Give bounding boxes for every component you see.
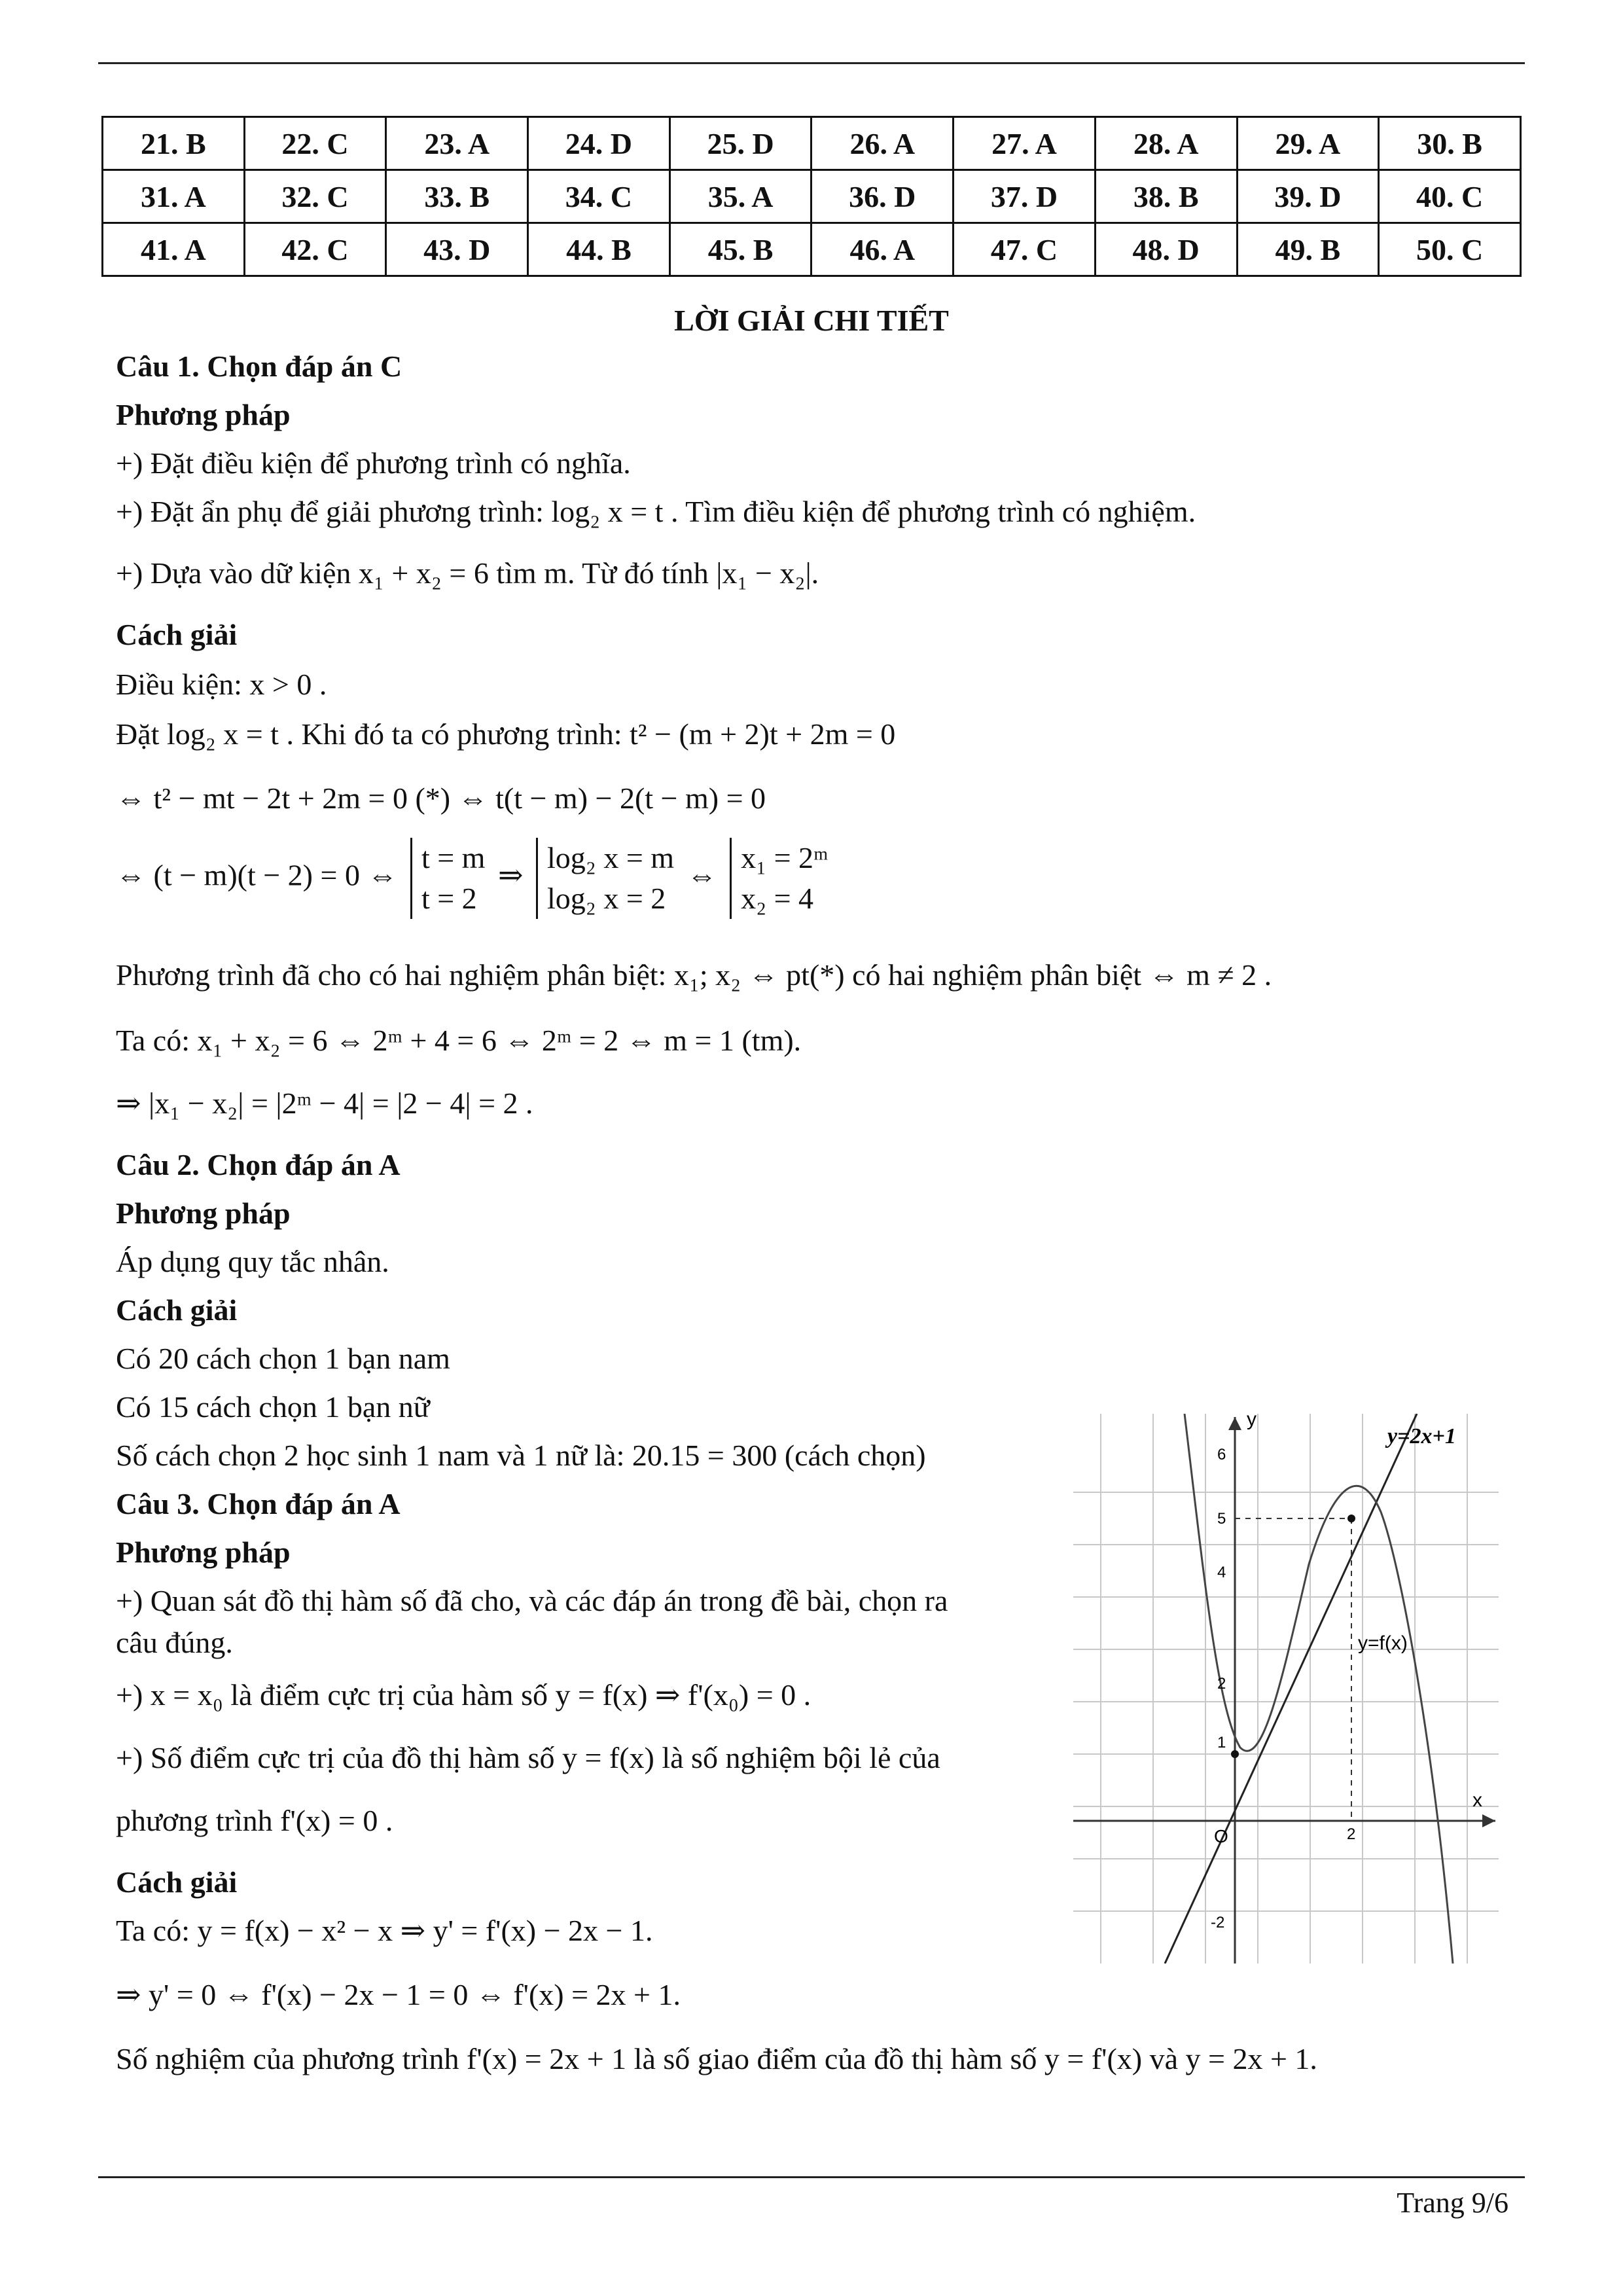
- q2-step-1: Có 20 cách chọn 1 bạn nam: [116, 1342, 450, 1375]
- q1-method-3: +) Dựa vào dữ kiện x₁ + x₂ = 6 tìm m. Từ đó tính |x₁ − x₂|.: [116, 556, 819, 590]
- q1-method-2: +) Đặt ẩn phụ để giải phương trình: log₂ x = t . Tìm điều kiện để phương trình có nghiệm.: [116, 495, 1196, 528]
- y-tick-4: 4: [1217, 1564, 1226, 1581]
- answer-cell: 41. A: [103, 223, 245, 276]
- q3-step-1: Ta có: y = f(x) − x² − x ⇒ y' = f'(x) − 2x − 1.: [116, 1914, 653, 1947]
- function-graph: [1073, 1414, 1499, 1964]
- q1-solution-title: Cách giải: [116, 618, 238, 651]
- q3-method-3a: +) Số điểm cực trị của đồ thị hàm số y = f(x) là số nghiệm bội lẻ của: [116, 1741, 940, 1774]
- answer-cell: 50. C: [1379, 223, 1521, 276]
- y-tick-6: 6: [1217, 1446, 1226, 1463]
- answer-cell: 44. B: [528, 223, 670, 276]
- answer-cell: 38. B: [1095, 170, 1237, 223]
- answer-cell: 28. A: [1095, 117, 1237, 170]
- q1-bracket-2-a: log₂ x = m: [547, 841, 675, 874]
- answer-cell: 39. D: [1237, 170, 1379, 223]
- q1-step-5: Phương trình đã cho có hai nghiệm phân biệt: x₁; x₂ ⇔ pt(*) có hai nghiệm phân biệt ⇔ m ≠ 2 .: [116, 958, 1272, 992]
- q2-title: Câu 2. Chọn đáp án A: [116, 1148, 401, 1181]
- answer-cell: 46. A: [812, 223, 954, 276]
- x-axis-label: x: [1472, 1789, 1482, 1811]
- answer-cell: 40. C: [1379, 170, 1521, 223]
- section-title: LỜI GIẢI CHI TIẾT: [674, 304, 949, 337]
- q1-bracket-3: [730, 838, 828, 919]
- answer-cell: 22. C: [244, 117, 386, 170]
- q2-method-1: Áp dụng quy tắc nhân.: [116, 1245, 389, 1278]
- q3-method-title: Phương pháp: [116, 1535, 291, 1569]
- y-tick-neg-2: -2: [1211, 1914, 1225, 1931]
- answer-row: [103, 117, 1521, 170]
- q2-step-3: Số cách chọn 2 học sinh 1 nam và 1 nữ là: 20.15 = 300 (cách chọn): [116, 1439, 926, 1472]
- footer-rule: [98, 2176, 1525, 2178]
- q1-step-4-arrow-2: ⇔: [687, 858, 717, 892]
- x-tick-2: 2: [1347, 1825, 1356, 1843]
- q3-method-2: +) x = x₀ là điểm cực trị của hàm số y = f(x) ⇒ f'(x₀) = 0 .: [116, 1678, 812, 1712]
- answer-cell: 47. C: [954, 223, 1096, 276]
- answer-cell: 31. A: [103, 170, 245, 223]
- answer-cell: 25. D: [669, 117, 812, 170]
- q1-step-4-arrow: ⇒: [497, 858, 524, 892]
- answer-cell: 26. A: [812, 117, 954, 170]
- header-rule: [98, 62, 1525, 64]
- answer-cell: 45. B: [669, 223, 812, 276]
- answer-cell: 35. A: [669, 170, 812, 223]
- q2-method-title: Phương pháp: [116, 1196, 291, 1230]
- answer-row: [103, 170, 1521, 223]
- y-tick-2: 2: [1217, 1675, 1226, 1693]
- answer-cell: 23. A: [386, 117, 528, 170]
- answer-cell: 30. B: [1379, 117, 1521, 170]
- q2-step-2: Có 15 cách chọn 1 bạn nữ: [116, 1390, 430, 1424]
- q1-title: Câu 1. Chọn đáp án C: [116, 350, 402, 383]
- q1-method-1: +) Đặt điều kiện để phương trình có nghĩa.: [116, 446, 631, 480]
- q3-step-2: ⇒ y' = 0 ⇔ f'(x) − 2x − 1 = 0 ⇔ f'(x) = 2x + 1.: [116, 1978, 681, 2011]
- q1-step-6: Ta có: x₁ + x₂ = 6 ⇔ 2ᵐ + 4 = 6 ⇔ 2ᵐ = 2 ⇔ m = 1 (tm).: [116, 1024, 802, 1057]
- q1-step-4-lead: ⇔ (t − m)(t − 2) = 0 ⇔: [116, 858, 398, 892]
- line-label: y=2x+1: [1387, 1424, 1456, 1448]
- q1-bracket-1-b: t = 2: [421, 882, 477, 915]
- answer-cell: 24. D: [528, 117, 670, 170]
- answer-cell: 33. B: [386, 170, 528, 223]
- q1-step-7: ⇒ |x₁ − x₂| = |2ᵐ − 4| = |2 − 4| = 2 .: [116, 1086, 533, 1120]
- answer-cell: 43. D: [386, 223, 528, 276]
- origin-label: O: [1214, 1826, 1228, 1846]
- answer-row: [103, 223, 1521, 276]
- q1-step-2: Đặt log₂ x = t . Khi đó ta có phương trình: t² − (m + 2)t + 2m = 0: [116, 717, 896, 751]
- curve-label: y=f(x): [1358, 1632, 1408, 1654]
- q3-step-3: Số nghiệm của phương trình f'(x) = 2x + 1 là số giao điểm của đồ thị hàm số y = f'(x) và y = 2x + 1.: [116, 2042, 1317, 2075]
- page-number: Trang 9/6: [1397, 2187, 1508, 2219]
- y-axis-arrow-icon: [1228, 1417, 1241, 1430]
- answer-cell: 21. B: [103, 117, 245, 170]
- y-tick-1: 1: [1217, 1734, 1226, 1751]
- q1-step-4: [116, 838, 834, 919]
- graph-grid: [1073, 1414, 1499, 1964]
- line-y-2x-1: [1165, 1414, 1417, 1964]
- q3-method-3b: phương trình f'(x) = 0 .: [116, 1804, 393, 1837]
- point-2-5: [1347, 1515, 1355, 1522]
- point-0-1: [1231, 1750, 1239, 1758]
- q1-step-1: Điều kiện: x > 0 .: [116, 668, 327, 701]
- q1-step-3: ⇔ t² − mt − 2t + 2m = 0 (*) ⇔ t(t − m) − 2(t − m) = 0: [116, 781, 766, 815]
- answer-cell: 49. B: [1237, 223, 1379, 276]
- answer-cell: 32. C: [244, 170, 386, 223]
- q3-method-1a: +) Quan sát đồ thị hàm số đã cho, và các đáp án trong đề bài, chọn ra: [116, 1584, 948, 1617]
- q2-solution-title: Cách giải: [116, 1293, 238, 1327]
- answer-cell: 27. A: [954, 117, 1096, 170]
- answer-cell: 42. C: [244, 223, 386, 276]
- q1-bracket-3-a: x₁ = 2ᵐ: [741, 841, 829, 874]
- q1-bracket-1-a: t = m: [421, 841, 486, 874]
- answer-cell: 29. A: [1237, 117, 1379, 170]
- q1-bracket-2-b: log₂ x = 2: [547, 882, 666, 915]
- q3-method-1b: câu đúng.: [116, 1626, 233, 1659]
- q1-method-title: Phương pháp: [116, 398, 291, 431]
- answer-cell: 48. D: [1095, 223, 1237, 276]
- answer-cell: 37. D: [954, 170, 1096, 223]
- q3-title: Câu 3. Chọn đáp án A: [116, 1487, 401, 1520]
- q3-solution-title: Cách giải: [116, 1865, 238, 1899]
- answer-cell: 36. D: [812, 170, 954, 223]
- x-axis-arrow-icon: [1482, 1814, 1495, 1827]
- answer-cell: 34. C: [528, 170, 670, 223]
- answer-table: [101, 116, 1522, 277]
- q1-bracket-3-b: x₂ = 4: [741, 882, 814, 915]
- y-axis-label: y: [1247, 1414, 1257, 1430]
- y-tick-5: 5: [1217, 1510, 1226, 1528]
- q1-bracket-2: [536, 838, 674, 919]
- q1-bracket-1: [410, 838, 486, 919]
